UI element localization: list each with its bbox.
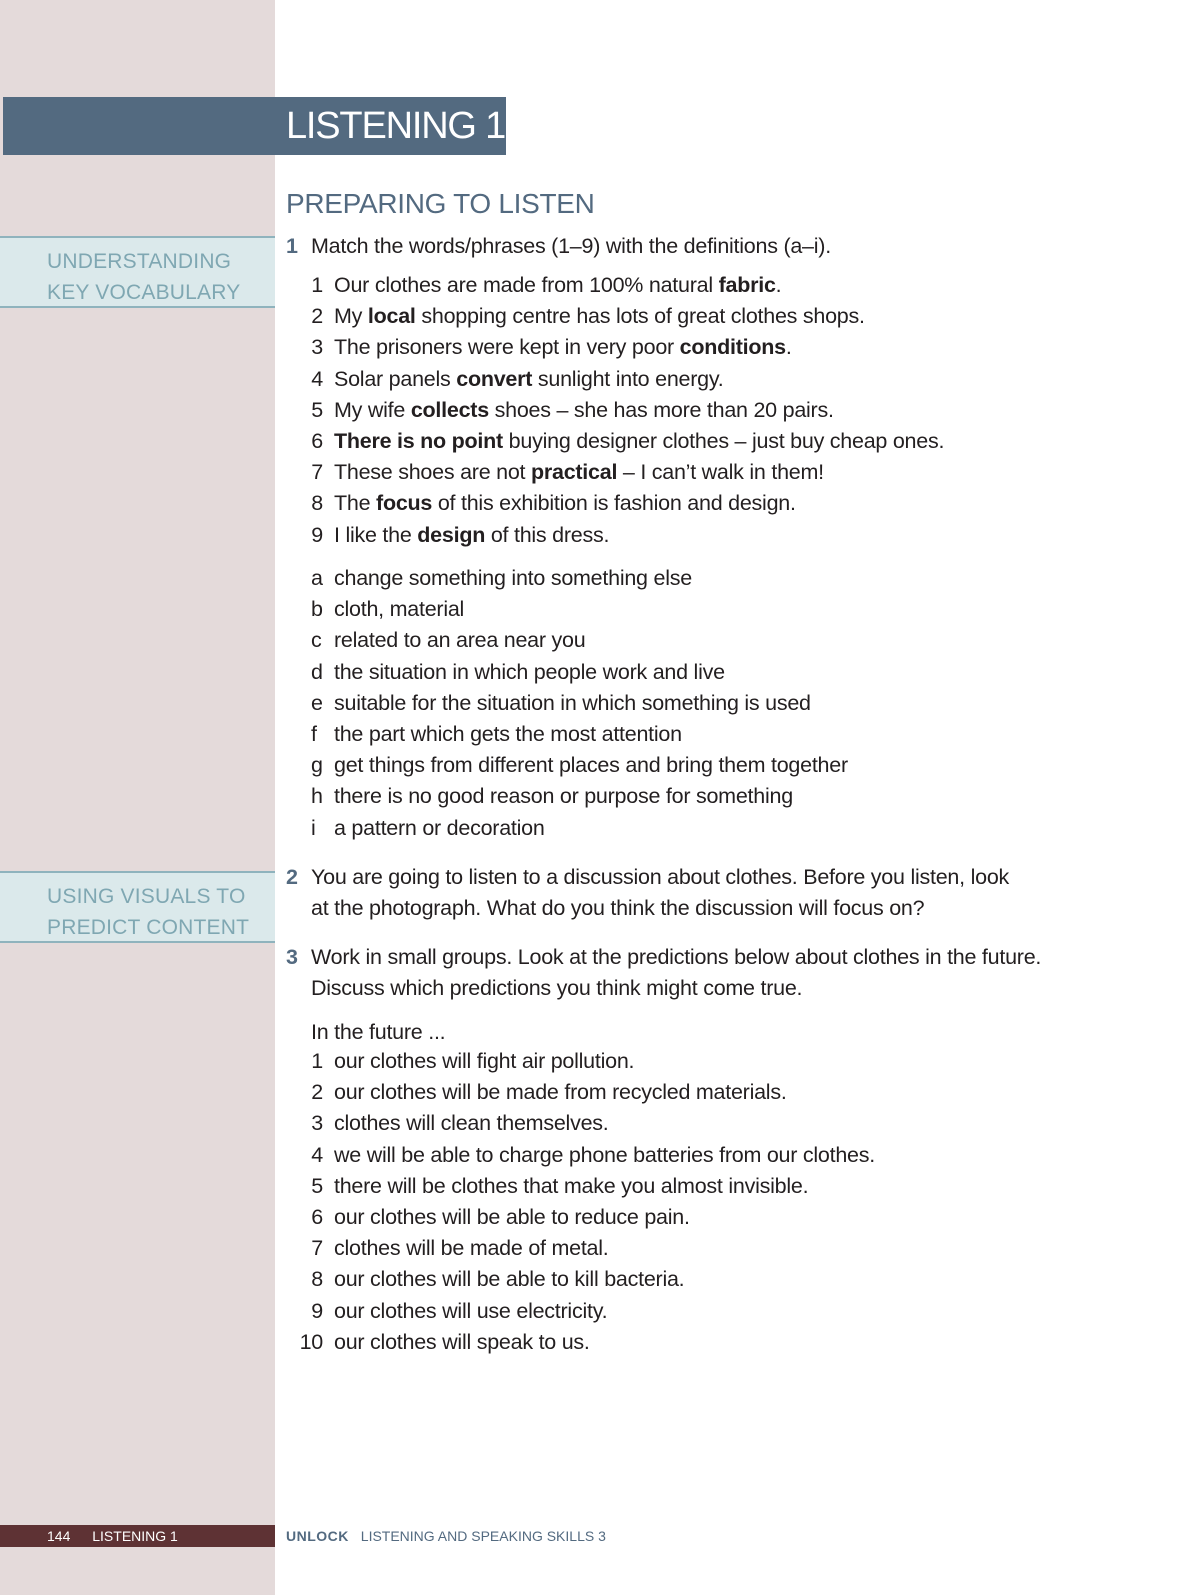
sentence-text	[334, 270, 781, 301]
item-number: 2	[311, 304, 323, 329]
prediction-text: our clothes will be made from recycled materials.	[334, 1080, 787, 1105]
sentence-item	[286, 332, 1046, 363]
sentence-item	[286, 395, 1046, 426]
item-number: 1	[311, 1049, 323, 1073]
brand-logo: UNLOCK	[286, 1528, 349, 1544]
keyword: fabric	[718, 273, 776, 297]
sentence-text-after: sunlight into energy.	[532, 366, 724, 391]
definitions-list	[286, 563, 1046, 844]
exercise-2	[286, 862, 1031, 924]
definition-item	[286, 657, 1046, 688]
exercise-3	[286, 942, 1046, 1004]
sentence-text	[334, 332, 792, 363]
sentence-text	[334, 364, 723, 395]
item-letter: a	[311, 566, 323, 590]
sentence-text-before: The	[334, 491, 377, 516]
vocabulary-sentences	[286, 270, 1046, 551]
prediction-text: our clothes will use electricity.	[334, 1298, 608, 1323]
sentence-text-before: Solar panels	[334, 366, 457, 391]
exercise-instruction: You are going to listen to a discussion about clothes. Before you listen, look at the photograph. What do you think the discussion will focus on?	[311, 865, 1010, 920]
definition-item	[286, 625, 1046, 656]
sentence-text	[334, 426, 944, 457]
sentence-text-before: I like the	[334, 522, 418, 547]
prediction-text: our clothes will be able to reduce pain.	[334, 1204, 690, 1229]
keyword: practical	[530, 460, 618, 485]
sentence-text-after: buying designer clothes – just buy cheap ones.	[502, 428, 945, 453]
sentence-text	[334, 301, 865, 332]
keyword: There is no point	[334, 428, 503, 453]
definition-item	[286, 750, 1046, 781]
item-number: 10	[299, 1329, 323, 1354]
sentence-text-after: shopping centre has lots of great clothes shops.	[415, 304, 865, 329]
prediction-text: our clothes will be able to kill bacteria.	[334, 1267, 685, 1292]
footer-section: LISTENING 1	[92, 1528, 178, 1544]
definition-text: the situation in which people work and live	[334, 659, 725, 684]
item-letter: b	[311, 597, 323, 622]
keyword: collects	[410, 397, 489, 422]
sentence-item	[286, 457, 1046, 488]
keyword: convert	[456, 366, 533, 391]
prediction-item	[286, 1233, 1046, 1264]
item-letter: f	[311, 721, 317, 746]
sentence-item	[286, 301, 1046, 332]
predictions-list	[286, 1046, 1046, 1358]
sentence-text-before: Our clothes are made from 100% natural	[334, 273, 719, 297]
definition-item	[286, 781, 1046, 812]
sentence-text	[334, 488, 796, 519]
sentence-text-after: – I can’t walk in them!	[617, 460, 824, 485]
item-number: 5	[311, 1173, 323, 1198]
item-number: 1	[311, 273, 323, 297]
item-number: 8	[311, 491, 323, 516]
definition-text: change something into something else	[334, 566, 692, 590]
skill-label-box-visuals	[0, 871, 275, 943]
prediction-text: our clothes will fight air pollution.	[334, 1049, 635, 1073]
item-number: 6	[311, 428, 323, 453]
keyword: focus	[376, 491, 433, 516]
sentence-text-after: .	[785, 335, 792, 360]
sentence-item	[286, 270, 1046, 301]
page-title: LISTENING 1	[286, 105, 506, 147]
exercise-instruction: Match the words/phrases (1–9) with the definitions (a–i).	[311, 234, 831, 258]
item-number: 6	[311, 1204, 323, 1229]
footer-right	[286, 1525, 606, 1547]
prediction-item	[286, 1171, 1046, 1202]
item-letter: g	[311, 753, 323, 778]
page-number: 144	[47, 1528, 71, 1544]
prediction-item	[286, 1327, 1046, 1358]
definition-item	[286, 719, 1046, 750]
keyword: design	[417, 522, 486, 547]
definition-item	[286, 594, 1046, 625]
item-number: 7	[311, 460, 323, 485]
item-number: 7	[311, 1236, 323, 1261]
item-number: 5	[311, 397, 323, 422]
sentence-text-after: shoes – she has more than 20 pairs.	[488, 397, 834, 422]
sentence-item	[286, 520, 1046, 551]
skill-label-vocabulary: UNDERSTANDING KEY VOCABULARY	[47, 250, 241, 304]
definition-text: cloth, material	[334, 597, 465, 622]
prediction-text: there will be clothes that make you almost invisible.	[334, 1173, 809, 1198]
section-heading: PREPARING TO LISTEN	[286, 188, 595, 219]
item-number: 3	[311, 335, 323, 360]
definition-item	[286, 688, 1046, 719]
item-number: 4	[311, 366, 323, 391]
skill-label-visuals: USING VISUALS TO PREDICT CONTENT	[47, 885, 250, 939]
sentence-item	[286, 488, 1046, 519]
sentence-text	[334, 520, 609, 551]
prediction-item	[286, 1046, 1046, 1077]
item-letter: c	[311, 628, 322, 653]
sentence-text-before: My wife	[334, 397, 411, 422]
sentence-text-before: These shoes are not	[334, 460, 531, 485]
sentence-item	[286, 364, 1046, 395]
skill-label-box-vocabulary	[0, 236, 275, 308]
exercise-1	[286, 231, 1046, 262]
definition-item	[286, 813, 1046, 844]
definition-text: a pattern or decoration	[334, 815, 545, 840]
item-letter: d	[311, 659, 323, 684]
prediction-item	[286, 1296, 1046, 1327]
item-letter: e	[311, 690, 323, 715]
sentence-item	[286, 426, 1046, 457]
exercise-number: 2	[286, 865, 298, 889]
book-title: LISTENING AND SPEAKING SKILLS 3	[360, 1528, 606, 1544]
definition-text: related to an area near you	[334, 628, 586, 653]
item-number: 3	[311, 1111, 323, 1136]
predictions-intro: In the future ...	[311, 1020, 446, 1044]
sentence-text-after: .	[775, 273, 782, 297]
item-number: 2	[311, 1080, 323, 1105]
sentence-text	[334, 457, 824, 488]
definition-item	[286, 563, 1046, 594]
definition-text: get things from different places and bring them together	[334, 753, 848, 778]
prediction-text: clothes will clean themselves.	[334, 1111, 609, 1136]
item-number: 9	[311, 1298, 323, 1323]
sentence-text-after: of this dress.	[485, 522, 610, 547]
item-number: 9	[311, 522, 323, 547]
exercise-number: 1	[286, 234, 298, 258]
footer-left	[47, 1525, 178, 1547]
sentence-text-before: The prisoners were kept in very poor	[334, 335, 680, 360]
sentence-text-after: of this exhibition is fashion and design.	[432, 491, 796, 516]
exercise-instruction: Work in small groups. Look at the predictions below about clothes in the future. Discuss which predictions you think might come true.	[311, 945, 1042, 1000]
definition-text: suitable for the situation in which something is used	[334, 690, 811, 715]
item-letter: i	[311, 815, 316, 840]
keyword: conditions	[679, 335, 786, 360]
prediction-item	[286, 1202, 1046, 1233]
sentence-text	[334, 395, 834, 426]
prediction-text: clothes will be made of metal.	[334, 1236, 609, 1261]
definition-text: there is no good reason or purpose for something	[334, 784, 793, 809]
prediction-item	[286, 1140, 1046, 1171]
definition-text: the part which gets the most attention	[334, 721, 682, 746]
prediction-item	[286, 1108, 1046, 1139]
prediction-item	[286, 1077, 1046, 1108]
prediction-text: our clothes will speak to us.	[334, 1329, 590, 1354]
sentence-text-before: My	[334, 304, 368, 329]
item-number: 4	[311, 1142, 323, 1167]
item-number: 8	[311, 1267, 323, 1292]
item-letter: h	[311, 784, 323, 809]
keyword: local	[367, 304, 416, 329]
exercise-number: 3	[286, 945, 298, 969]
prediction-item	[286, 1264, 1046, 1295]
prediction-text: we will be able to charge phone batteries from our clothes.	[334, 1142, 875, 1167]
